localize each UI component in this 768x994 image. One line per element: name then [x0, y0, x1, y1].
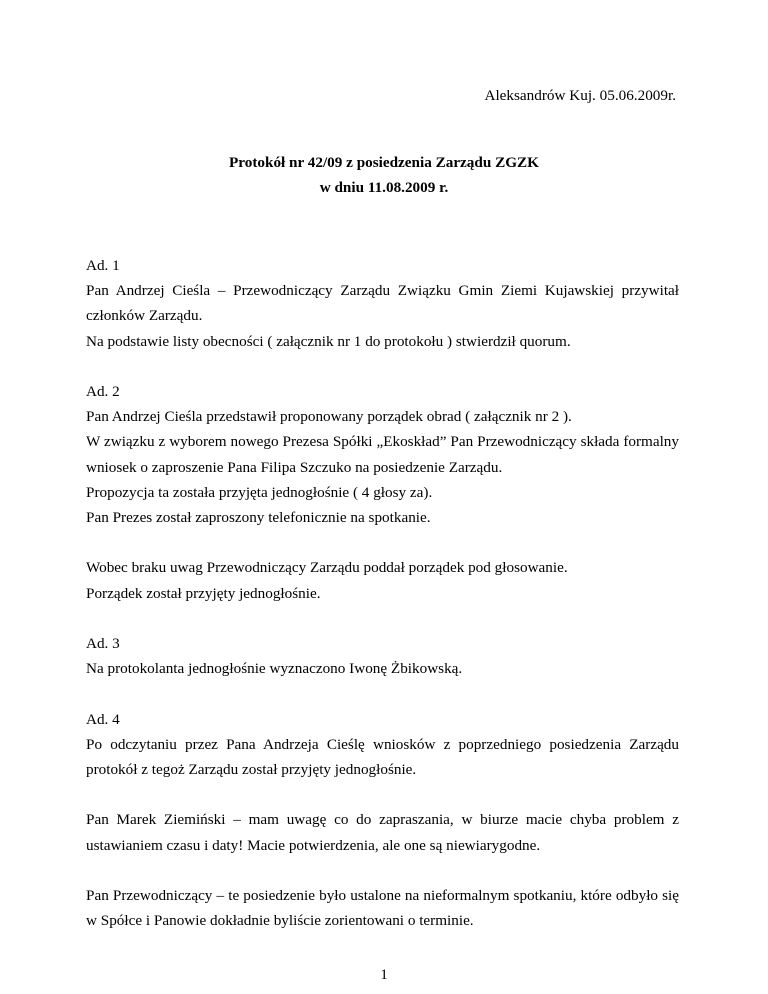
paragraph: Pan Andrzej Cieśla – Przewodniczący Zarządu Związku Gmin Ziemi Kujawskiej przywitał członków Zarządu.: [86, 282, 679, 325]
spacer: [86, 782, 679, 807]
paragraph: W związku z wyborem nowego Prezesa Spółki „Ekoskład” Pan Przewodniczący składa formalny wniosek o zaproszenie Pana Filipa Szczuko na posiedzenie Zarządu.: [86, 433, 679, 476]
page-number: 1: [380, 966, 388, 983]
paragraph: Pan Przewodniczący – te posiedzenie było ustalone na nieformalnym spotkaniu, które odbyło się w Spółce i Panowie dokładnie byliście zorientowani o terminie.: [86, 886, 679, 930]
paragraph: Na podstawie listy obecności ( załącznik nr 1 do protokołu ) stwierdził quorum.: [86, 332, 571, 350]
section-heading-ad3: Ad. 3: [86, 635, 120, 652]
document-title: Protokół nr 42/09 z posiedzenia Zarządu ZGZK: [229, 154, 539, 171]
paragraph: Pan Prezes został zaproszony telefonicznie na spotkanie.: [86, 509, 431, 527]
section-heading-ad1: Ad. 1: [86, 257, 120, 274]
paragraph: Propozycja ta została przyjęta jednogłośnie ( 4 głosy za).: [86, 483, 433, 501]
spacer: [86, 606, 679, 631]
paragraph: Pan Marek Ziemiński – mam uwagę co do zapraszania, w biurze macie chyba problem z ustawianiem czasu i daty! Macie potwierdzenia, ale one są niewiarygodne.: [86, 811, 679, 854]
paragraph: Na protokolanta jednogłośnie wyznaczono Iwonę Żbikowską.: [86, 660, 463, 678]
spacer: [86, 354, 679, 379]
spacer: [86, 858, 679, 883]
section-heading-ad2: Ad. 2: [86, 383, 120, 400]
paragraph: Po odczytaniu przez Pana Andrzeja Cieślę wniosków z poprzedniego posiedzenia Zarządu protokół z tegoż Zarządu został przyjęty jednogłośnie.: [86, 735, 679, 778]
spacer: [86, 681, 679, 706]
document-subtitle-date: w dniu 11.08.2009 r.: [319, 179, 449, 196]
paragraph: Wobec braku uwag Przewodniczący Zarządu poddał porządek pod głosowanie.: [86, 559, 568, 577]
paragraph: Pan Andrzej Cieśla przedstawił proponowany porządek obrad ( załącznik nr 2 ).: [86, 408, 572, 426]
paragraph: Porządek został przyjęty jednogłośnie.: [86, 584, 321, 602]
section-heading-ad4: Ad. 4: [86, 710, 120, 728]
document-body: [86, 253, 679, 933]
document-date: Aleksandrów Kuj. 05.06.2009r.: [484, 87, 676, 104]
spacer: [86, 530, 679, 555]
